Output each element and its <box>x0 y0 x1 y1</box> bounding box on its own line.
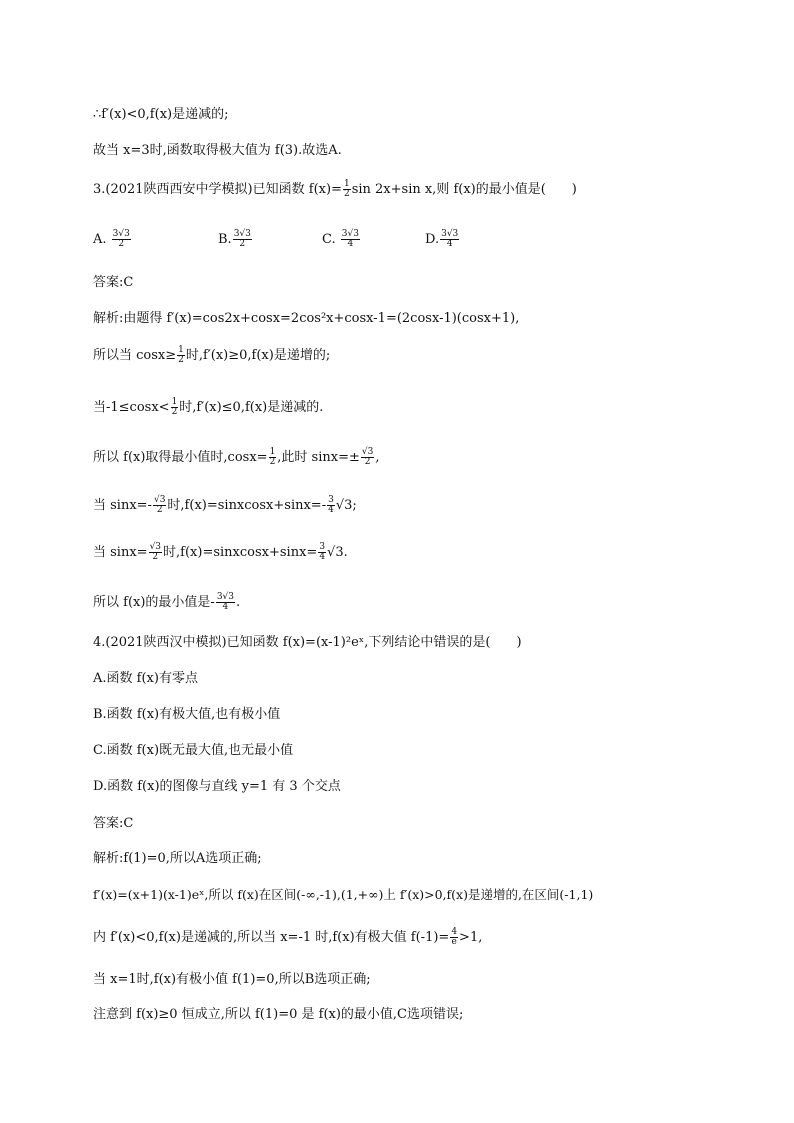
q3-sol6-frac1-den: 2 <box>152 552 159 562</box>
q3-sol3-post: 时,f′(x)≤0,f(x)是递减的. <box>179 400 324 415</box>
q3-solution-line-7 <box>93 593 240 615</box>
q3-sol7-frac-den: 4 <box>222 602 229 612</box>
q3-option-a-fraction <box>112 230 131 249</box>
q3-sol7-fraction <box>216 593 235 612</box>
q3-option-a <box>93 230 132 249</box>
q3-option-c-label: C. <box>322 232 336 247</box>
q3-sol6-frac2-num: 3 <box>319 542 326 552</box>
q3-option-c <box>322 230 361 249</box>
q3-option-d-den: 4 <box>446 239 453 249</box>
q4-sol3-frac-den: e <box>451 937 457 947</box>
q3-sol7-post: . <box>236 595 241 610</box>
q3-option-c-num: 3√3 <box>341 229 359 239</box>
q4-solution-line-1: 解析:f(1)=0,所以A选项正确; <box>93 851 262 866</box>
q3-sol2-pre: 所以当 cosx≥ <box>93 348 177 363</box>
q3-solution-line-4 <box>93 448 380 470</box>
q3-sol5-fraction-1 <box>153 496 166 515</box>
q3-sol4-frac1-den: 2 <box>269 457 276 467</box>
q3-sol6-fraction-1 <box>149 543 162 562</box>
q4-answer: 答案:C <box>93 816 134 831</box>
q3-stem-fraction <box>343 180 351 199</box>
q3-sol6-fraction-2 <box>318 543 326 562</box>
q3-sol5-frac2-num: 3 <box>328 495 334 505</box>
q4-solution-line-3 <box>93 928 482 950</box>
q3-solution-line-6 <box>93 543 348 565</box>
q3-stem <box>93 180 577 202</box>
q3-option-d-fraction <box>440 230 459 249</box>
q4-sol3-frac-num: 4 <box>451 927 458 937</box>
q3-option-a-label: A. <box>93 232 107 247</box>
q4-sol3-fraction <box>450 928 458 947</box>
q3-sol2-fraction <box>177 346 185 365</box>
q3-sol7-frac-num: 3√3 <box>216 592 234 602</box>
q3-sol6-mid: 时,f(x)=sinxcosx+sinx= <box>163 545 318 560</box>
q3-sol6-frac1-num: √3 <box>149 542 162 552</box>
q3-solution-line-5 <box>93 496 357 518</box>
q3-solution-line-3 <box>93 398 323 420</box>
q3-option-d <box>425 230 460 249</box>
q3-sol5-frac1-den: 2 <box>156 505 163 515</box>
q3-option-b-num: 3√3 <box>233 229 251 239</box>
q3-sol4-post: , <box>375 450 380 465</box>
q3-sol2-frac-den: 2 <box>178 355 184 365</box>
q3-answer: 答案:C <box>93 275 134 290</box>
q3-stem-post: sin 2x+sin x,则 f(x)的最小值是( ) <box>351 182 577 197</box>
q3-sol3-fraction <box>171 398 179 417</box>
q4-solution-line-5: 注意到 f(x)≥0 恒成立,所以 f(1)=0 是 f(x)的最小值,C选项错误; <box>93 1007 464 1022</box>
q3-solution-line-1: 解析:由题得 f′(x)=cos2x+cosx=2cos²x+cosx-1=(2cosx-1)(cosx+1), <box>93 311 520 326</box>
q4-option-c: C.函数 f(x)既无最大值,也无最小值 <box>93 743 294 758</box>
q4-option-b: B.函数 f(x)有极大值,也有极小值 <box>93 707 281 722</box>
q2-answer-line: 故当 x=3时,函数取得极大值为 f(3).故选A. <box>93 143 342 158</box>
q3-sol5-post: √3; <box>335 498 357 513</box>
q3-sol4-frac2-den: 2 <box>364 457 371 467</box>
q3-sol3-frac-num: 1 <box>171 397 178 407</box>
q2-conclusion-line: ∴f′(x)<0,f(x)是递减的; <box>93 107 229 122</box>
q4-option-a: A.函数 f(x)有零点 <box>93 671 198 686</box>
q3-sol4-pre: 所以 f(x)取得最小值时,cosx= <box>93 450 268 465</box>
q3-sol3-frac-den: 2 <box>171 407 178 417</box>
q3-option-c-den: 4 <box>347 239 354 249</box>
q3-sol5-pre: 当 sinx=- <box>93 498 152 513</box>
q3-option-d-label: D. <box>425 232 440 247</box>
q3-sol7-pre: 所以 f(x)的最小值是- <box>93 595 215 610</box>
q3-option-b-den: 2 <box>239 239 246 249</box>
q3-sol4-frac2-num: √3 <box>361 447 374 457</box>
q3-sol4-fraction-1 <box>269 448 277 467</box>
q4-sol3-pre: 内 f′(x)<0,f(x)是递减的,所以当 x=-1 时,f(x)有极大值 f(-1)= <box>93 930 450 945</box>
q3-option-a-num: 3√3 <box>112 229 130 239</box>
q3-sol4-mid: ,此时 sinx=± <box>277 450 360 465</box>
q3-sol3-pre: 当-1≤cosx< <box>93 400 170 415</box>
q3-sol4-fraction-2 <box>361 448 374 467</box>
q3-option-d-num: 3√3 <box>441 229 459 239</box>
q3-option-a-den: 2 <box>118 239 125 249</box>
q3-sol6-pre: 当 sinx= <box>93 545 148 560</box>
q4-option-d: D.函数 f(x)的图像与直线 y=1 有 3 个交点 <box>93 779 341 794</box>
q3-stem-pre: 3.(2021陕西西安中学模拟)已知函数 f(x)= <box>93 182 342 197</box>
q3-sol6-post: √3. <box>327 545 348 560</box>
q3-stem-frac-num: 1 <box>343 179 350 189</box>
q3-stem-frac-den: 2 <box>343 189 350 199</box>
q3-sol5-frac1-num: √3 <box>153 495 166 505</box>
q3-sol5-fraction-2 <box>327 496 335 515</box>
q4-sol3-post: >1, <box>459 930 483 945</box>
q3-option-b <box>218 230 253 249</box>
q3-sol5-mid: 时,f(x)=sinxcosx+sinx=- <box>167 498 327 513</box>
q4-solution-line-4: 当 x=1时,f(x)有极小值 f(1)=0,所以B选项正确; <box>93 972 371 987</box>
q3-sol6-frac2-den: 4 <box>319 552 326 562</box>
q3-sol5-frac2-den: 4 <box>328 505 334 515</box>
q3-solution-line-2 <box>93 346 330 368</box>
q4-stem: 4.(2021陕西汉中模拟)已知函数 f(x)=(x-1)²eˣ,下列结论中错误的是( ) <box>93 635 522 650</box>
q3-sol2-frac-num: 1 <box>178 345 184 355</box>
q3-option-b-label: B. <box>218 232 232 247</box>
q3-sol4-frac1-num: 1 <box>269 447 276 457</box>
q3-option-b-fraction <box>233 230 252 249</box>
q3-option-c-fraction <box>341 230 360 249</box>
q3-sol2-post: 时,f′(x)≥0,f(x)是递增的; <box>185 348 331 363</box>
q4-solution-line-2: f′(x)=(x+1)(x-1)eˣ,所以 f(x)在区间(-∞,-1),(1,+∞)上 f′(x)>0,f(x)是递增的,在区间(-1,1) <box>93 887 594 902</box>
